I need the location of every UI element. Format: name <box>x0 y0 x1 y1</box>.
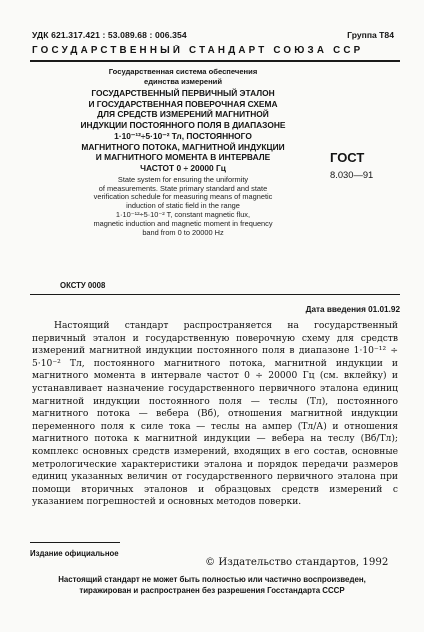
gost-block <box>330 150 400 180</box>
english-title-line: of measurements. State primary standard and state <box>98 183 268 193</box>
reproduction-notice <box>22 574 402 597</box>
english-title-line: 1·10⁻¹²÷5·10⁻² T, constant magnetic flux, <box>115 210 251 220</box>
udk-code: УДК 621.317.421 : 53.089.68 : 006.354 <box>32 30 187 40</box>
body-paragraph: Настоящий стандарт распространяется на государственный первичный эталон и государственную поверочную схему для средств измерений магнитной индукции постоянного поля в диапазоне 1·10⁻¹² ÷ 5·10⁻² Тл, постоянного магнитного потока, магнитной индукции и магнитного момента в интервале частот 0 ÷ 20000 Гц (см. вклейку) и устанавливает назначение государственного первичного эталона единиц магнитной индукции постоянного поля — теслы (Тл), постоянного магнитного потока — вебера (Вб), отношения магнитной индукции переменного поля к силе тока — теслы на ампер (Тл/А) и отношения магнитного потока к магнитной индукции — вебера на теслу (Вб/Тл); комплекс основных средств измерений, входящих в его состав, основные метрологические характеристики эталона и порядок передачи размеров единиц указанных величин от государственного первичного эталона при помощи вторичных эталонов и образцовых средств измерений с указанием погрешностей и основных методов поверки. <box>32 321 398 508</box>
notice-line: тиражирован и распространен без разрешения Госстандарта СССР <box>79 586 345 596</box>
document-title <box>60 88 306 174</box>
edition-label: Издание официальное <box>30 549 119 558</box>
title-line: И МАГНИТНОГО МОМЕНТА В ИНТЕРВАЛЕ <box>95 152 271 163</box>
title-line: 1·10⁻¹²÷5·10⁻² Тл, ПОСТОЯННОГО <box>114 130 252 141</box>
series-line: Государственная система обеспечения <box>108 67 258 76</box>
copyright-line: © Издательство стандартов, 1992 <box>205 557 389 568</box>
title-line: ЧАСТОТ 0 ÷ 20000 Гц <box>140 162 226 173</box>
group-code: Группа Т84 <box>347 30 394 40</box>
standard-banner: ГОСУДАРСТВЕННЫЙ СТАНДАРТ СОЮЗА ССР <box>32 45 364 56</box>
english-title-line: induction of static field in the range <box>126 201 240 211</box>
english-title-line: band from 0 to 20000 Hz <box>142 228 224 238</box>
series-line: единства измерений <box>143 77 223 86</box>
footer-rule <box>30 542 120 543</box>
title-line: И ГОСУДАРСТВЕННАЯ ПОВЕРОЧНАЯ СХЕМА <box>88 98 278 109</box>
english-title-line: magnetic induction and magnetic moment in frequency <box>93 219 273 229</box>
series-title <box>60 67 306 87</box>
title-rule <box>30 294 400 295</box>
gost-label: ГОСТ <box>330 150 365 165</box>
gost-number: 8.030—91 <box>330 169 374 180</box>
okstu-code: ОКСТУ 0008 <box>60 281 106 290</box>
english-title <box>60 176 306 238</box>
title-line: ДЛЯ СРЕДСТВ ИЗМЕРЕНИЙ МАГНИТНОЙ <box>97 109 269 120</box>
title-line: ГОСУДАРСТВЕННЫЙ ПЕРВИЧНЫЙ ЭТАЛОН <box>91 88 275 98</box>
english-title-line: State system for ensuring the uniformity <box>117 174 249 184</box>
title-line: МАГНИТНОГО ПОТОКА, МАГНИТНОЙ ИНДУКЦИИ <box>81 141 285 152</box>
title-line: ИНДУКЦИИ ПОСТОЯННОГО ПОЛЯ В ДИАПАЗОНЕ <box>80 120 286 131</box>
date-of-introduction: Дата введения 01.01.92 <box>305 305 400 314</box>
notice-line: Настоящий стандарт не может быть полностью или частично воспроизведен, <box>58 575 366 584</box>
title-block <box>60 67 306 238</box>
header-rule <box>30 60 400 62</box>
english-title-line: verification schedule for measuring means of magnetic <box>93 192 273 202</box>
